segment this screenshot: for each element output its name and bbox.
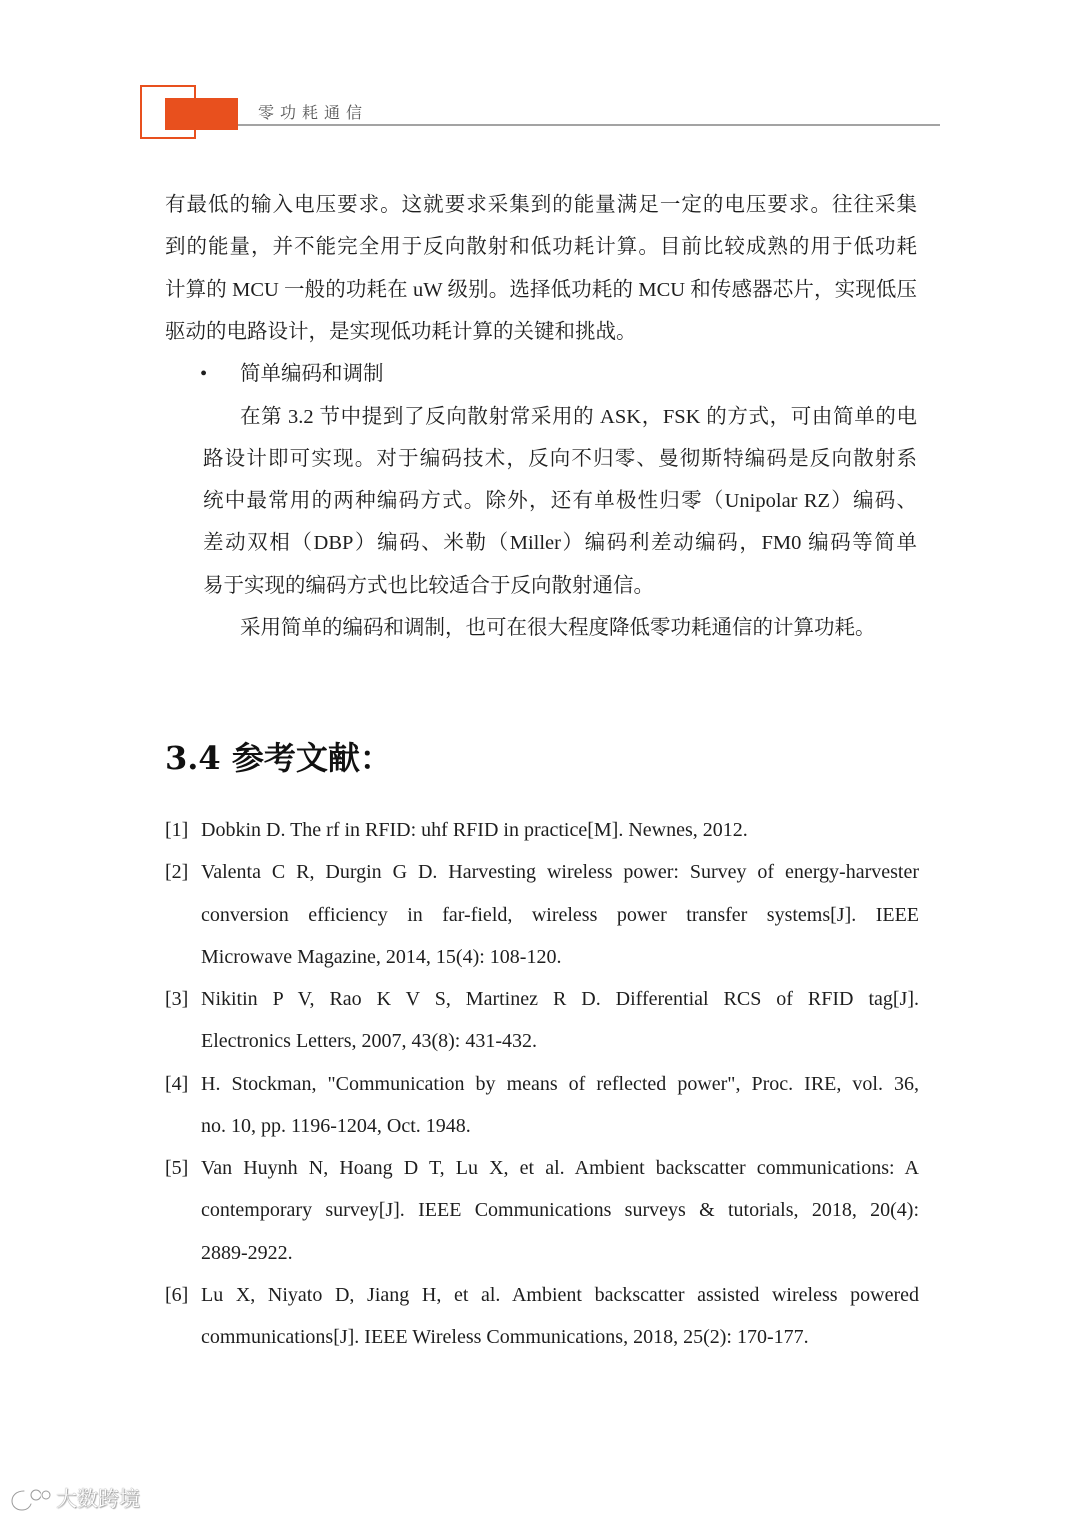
reference-item-1 [165, 809, 919, 851]
paragraph-line: 易于实现的编码方式也比较适合于反向散射通信。 [203, 574, 654, 597]
bullet-symbol: • [200, 363, 208, 385]
reference-list [165, 809, 919, 1358]
paragraph-line: 采用简单的编码和调制，也可在很大程度降低零功耗通信的计算功耗。 [240, 617, 876, 639]
reference-item-6 [165, 1274, 919, 1359]
paragraph-simple-coding [203, 396, 917, 607]
reference-text [201, 1063, 919, 1148]
paragraph-line: 统中最常用的两种编码方式。除外，还有单极性归零（Unipolar RZ）编码、 [203, 490, 917, 513]
reference-text [201, 809, 919, 851]
section-heading: 3.4 参考文献： [165, 739, 392, 777]
paragraph-low-power-computing [165, 184, 917, 353]
bullet-item [198, 353, 917, 395]
reference-label: [6] [165, 1283, 189, 1306]
reference-label: [1] [165, 819, 189, 841]
reference-label: [4] [165, 1072, 189, 1095]
header-accent-bar [165, 98, 238, 130]
paragraph-line: 驱动的电路设计，是实现低功耗计算的关键和挑战。 [165, 320, 637, 343]
reference-item-2 [165, 851, 919, 978]
reference-line: contemporary survey[J]. IEEE Communications surveys & tutorials, 2018, 20(4): [201, 1199, 919, 1222]
paragraph-line: 计算的 MCU 一般的功耗在 uW 级别。选择低功耗的 MCU 和传感器芯片，实现低压 [165, 278, 917, 301]
reference-line: Van Huynh N, Hoang D T, Lu X, et al. Ambient backscatter communications: A [201, 1157, 919, 1179]
reference-line: Electronics Letters, 2007, 43(8): 431-432. [201, 1030, 538, 1053]
reference-line: no. 10, pp. 1196-1204, Oct. 1948. [201, 1114, 471, 1137]
reference-text [201, 978, 919, 1063]
reference-line: conversion efficiency in far-field, wireless power transfer systems[J]. IEEE [201, 903, 919, 926]
paragraph-line: 有最低的输入电压要求。这就要求采集到的能量满足一定的电压要求。往往采集 [165, 194, 917, 216]
reference-line: Dobkin D. The rf in RFID: uhf RFID in practice[M]. Newnes, 2012. [201, 819, 748, 841]
reference-text [201, 1274, 919, 1359]
reference-item-5 [165, 1147, 919, 1274]
reference-line: Valenta C R, Durgin G D. Harvesting wireless power: Survey of energy-harvester [201, 861, 919, 884]
paragraph-line: 差动双相（DBP）编码、米勒（Miller）编码利差动编码，FM0 编码等简单 [203, 532, 917, 555]
reference-label: [3] [165, 988, 189, 1010]
paragraph-line: 在第 3.2 节中提到了反向散射常采用的 ASK，FSK 的方式，可由简单的电 [240, 405, 917, 428]
reference-text [201, 851, 919, 978]
bullet-label: 简单编码和调制 [240, 363, 384, 385]
reference-line: H. Stockman, "Communication by means of reflected power", Proc. IRE, vol. 36, [201, 1072, 919, 1095]
reference-item-4 [165, 1063, 919, 1148]
reference-label: [2] [165, 861, 189, 884]
running-header-title: 零功耗通信 [258, 103, 369, 122]
watermark-text: 大数跨境 [56, 1487, 140, 1511]
paragraph-summary [203, 607, 917, 649]
reference-line: Lu X, Niyato D, Jiang H, et al. Ambient backscatter assisted wireless powered [201, 1283, 919, 1306]
paragraph-line: 到的能量，并不能完全用于反向散射和低功耗计算。目前比较成熟的用于低功耗 [165, 236, 917, 259]
reference-label: [5] [165, 1157, 189, 1179]
reference-text [201, 1147, 919, 1274]
watermark-logo-icon [8, 1485, 52, 1513]
reference-item-3 [165, 978, 919, 1063]
reference-line: Microwave Magazine, 2014, 15(4): 108-120. [201, 945, 562, 968]
paragraph-line: 路设计即可实现。对于编码技术，反向不归零、曼彻斯特编码是反向散射系 [203, 447, 917, 470]
header-rule [238, 124, 940, 126]
reference-line: communications[J]. IEEE Wireless Communications, 2018, 25(2): 170-177. [201, 1326, 809, 1348]
reference-line: Nikitin P V, Rao K V S, Martinez R D. Differential RCS of RFID tag[J]. [201, 988, 919, 1010]
watermark [8, 1484, 140, 1514]
reference-line: 2889-2922. [201, 1241, 293, 1264]
